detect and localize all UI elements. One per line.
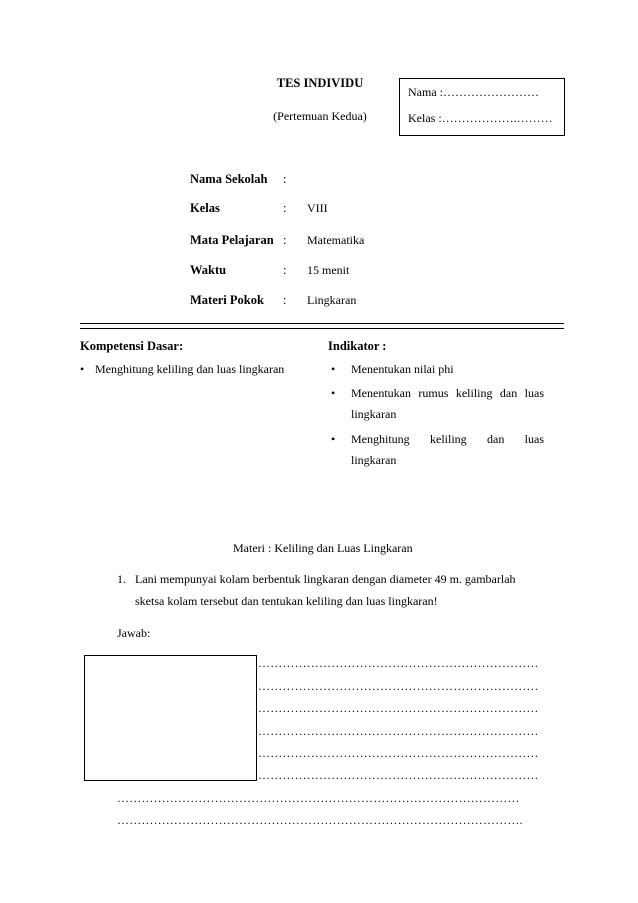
info-label-class: Kelas bbox=[190, 201, 220, 215]
question-text-line1: Lani mempunyai kolam berbentuk lingkaran dengan diameter 49 m. gambarlah bbox=[135, 572, 516, 586]
answer-label: Jawab: bbox=[117, 626, 151, 640]
info-colon: : bbox=[283, 263, 287, 277]
student-name-line[interactable]: Nama :…………………… bbox=[408, 85, 539, 99]
indicator-item: Menghitung keliling dan luas bbox=[351, 432, 544, 446]
sketch-box[interactable] bbox=[84, 655, 257, 781]
info-colon: : bbox=[283, 201, 287, 215]
student-class-line[interactable]: Kelas :……………….……… bbox=[408, 111, 553, 125]
question-number: 1. bbox=[117, 572, 126, 586]
indicator-item: Menentukan nilai phi bbox=[351, 362, 454, 376]
indicator-heading: Indikator : bbox=[328, 339, 387, 353]
bullet-icon: • bbox=[331, 386, 336, 400]
answer-line[interactable]: ………………………………………………………………………………………. bbox=[117, 813, 523, 827]
indicator-item-continuation: lingkaran bbox=[351, 453, 397, 467]
question-text-line2: sketsa kolam tersebut dan tentukan keliling dan luas lingkaran! bbox=[135, 594, 438, 608]
answer-line[interactable]: ……………………………………………………………………………………… bbox=[117, 791, 520, 805]
info-colon: : bbox=[283, 172, 287, 186]
competency-item: Menghitung keliling dan luas lingkaran bbox=[95, 362, 285, 376]
answer-line[interactable]: …………………………………………………………… bbox=[258, 768, 539, 782]
competency-heading: Kompetensi Dasar: bbox=[80, 339, 184, 353]
info-colon: : bbox=[283, 293, 287, 307]
answer-line[interactable]: …………………………………………………………… bbox=[258, 701, 539, 715]
info-label-time: Waktu bbox=[190, 263, 227, 277]
bullet-icon: • bbox=[331, 432, 336, 446]
info-value-topic: Lingkaran bbox=[307, 293, 357, 307]
info-label-subject: Mata Pelajaran bbox=[190, 233, 274, 247]
answer-line[interactable]: …………………………………………………………… bbox=[258, 656, 539, 670]
student-identity-box bbox=[399, 78, 565, 136]
test-title: TES INDIVIDU bbox=[276, 76, 364, 90]
indicator-item-continuation: lingkaran bbox=[351, 407, 397, 421]
answer-line[interactable]: …………………………………………………………… bbox=[258, 679, 539, 693]
material-title: Materi : Keliling dan Luas Lingkaran bbox=[233, 541, 413, 555]
info-colon: : bbox=[283, 233, 287, 247]
divider-line bbox=[80, 328, 564, 329]
bullet-icon: • bbox=[80, 362, 85, 376]
info-value-class: VIII bbox=[307, 201, 328, 215]
answer-line[interactable]: …………………………………………………………… bbox=[258, 724, 539, 738]
info-label-school: Nama Sekolah bbox=[190, 172, 268, 186]
answer-line[interactable]: …………………………………………………………… bbox=[258, 746, 539, 760]
divider-line bbox=[80, 323, 564, 324]
info-value-subject: Matematika bbox=[307, 233, 365, 247]
info-label-topic: Materi Pokok bbox=[190, 293, 264, 307]
info-value-time: 15 menit bbox=[307, 263, 350, 277]
indicator-item: Menentukan rumus keliling dan luas bbox=[351, 386, 544, 400]
bullet-icon: • bbox=[331, 362, 336, 376]
test-subtitle: (Pertemuan Kedua) bbox=[273, 109, 367, 123]
